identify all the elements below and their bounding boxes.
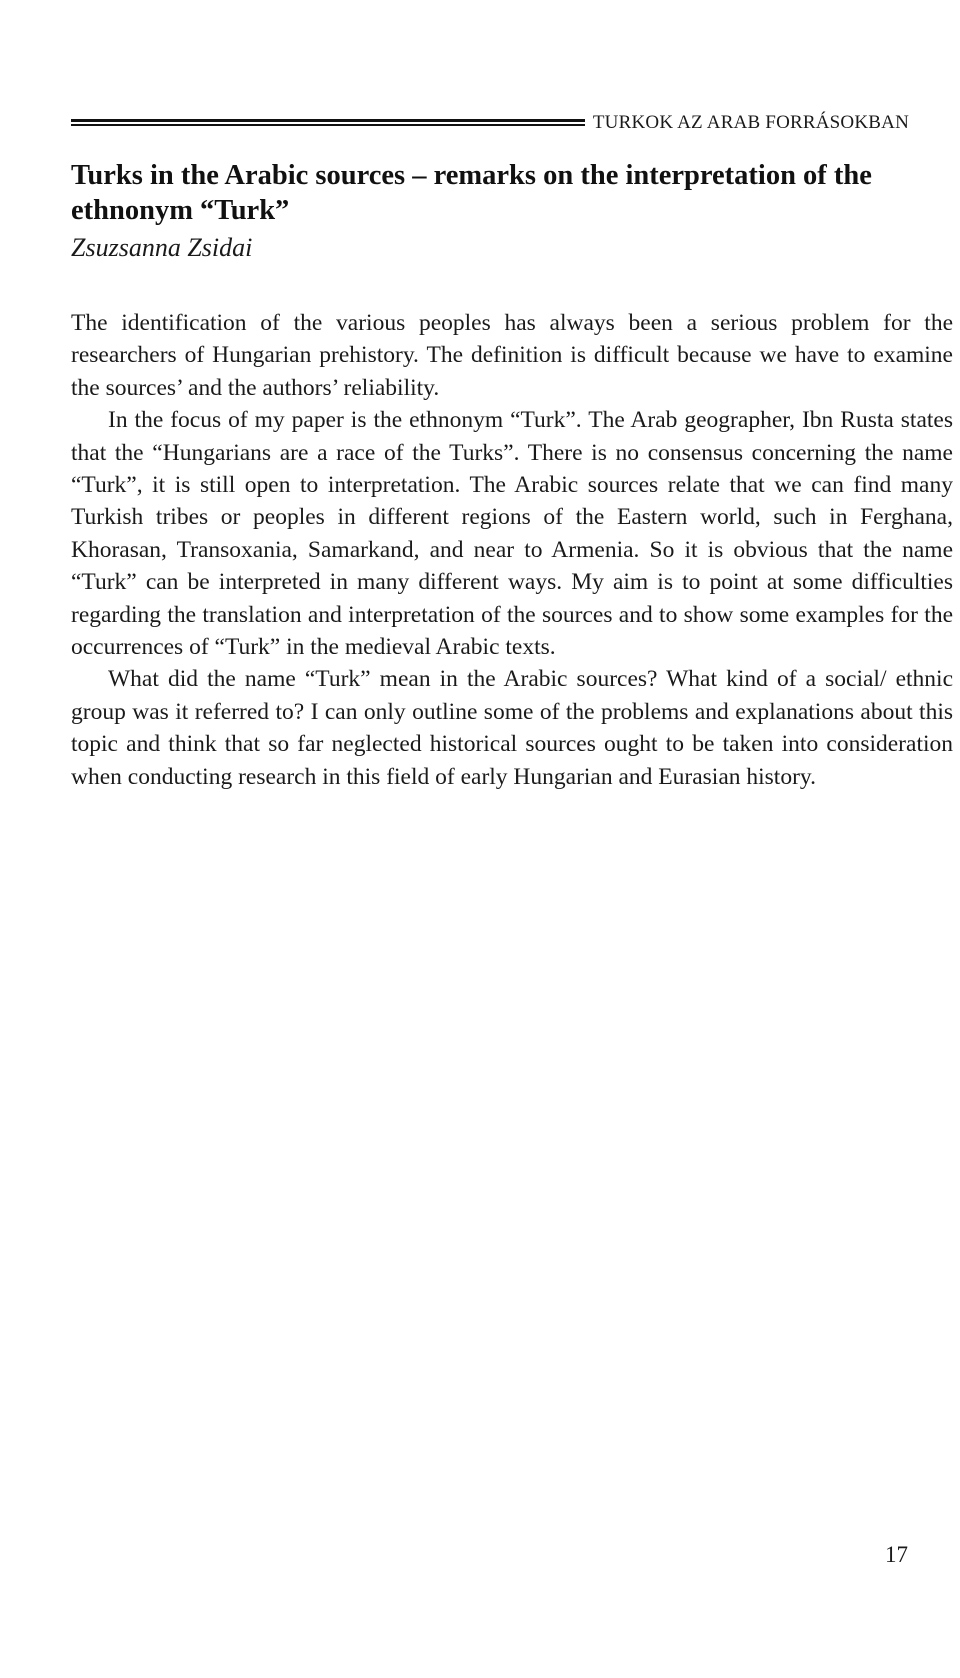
paragraph: What did the name “Turk” mean in the Arabic sources? What kind of a social/ ethnic group was it referred to? I can only outline some of the problems and explanations about this topic and think that so far neglected historical sources ought to be taken into consideration when conducting research in this field of early Hungarian and Eurasian history. xyxy=(71,666,953,790)
running-header-title: TURKOK AZ ARAB FORRÁSOKBAN xyxy=(592,112,909,133)
page-number: 17 xyxy=(885,1542,908,1567)
paragraph: The identification of the various peoples has always been a serious problem for the researchers of Hungarian prehistory. The definition is difficult because we have to examine the sources’ and the authors’ reliability. xyxy=(71,310,953,401)
header-double-rule xyxy=(71,119,585,127)
article-author: Zsuzsanna Zsidai xyxy=(71,233,253,262)
article-title: Turks in the Arabic sources – remarks on the interpretation of the ethnonym “Turk” xyxy=(71,160,872,226)
article-body xyxy=(71,307,953,793)
running-header xyxy=(71,110,909,136)
paragraph: In the focus of my paper is the ethnonym “Turk”. The Arab geographer, Ibn Rusta states that the “Hungarians are a race of the Turks”. There is no consensus concerning the name “Turk”, it is still open to interpretation. The Arabic sources relate that we can find many Turkish tribes or peoples in different regions of the Eastern world, such in Ferghana, Khorasan, Transoxania, Samarkand, and near to Armenia. So it is obvious that the name “Turk” can be interpreted in many different ways. My aim is to point at some difficulties regarding the translation and interpretation of the sources and to show some examples for the occurrences of “Turk” in the medieval Arabic texts. xyxy=(71,407,953,661)
